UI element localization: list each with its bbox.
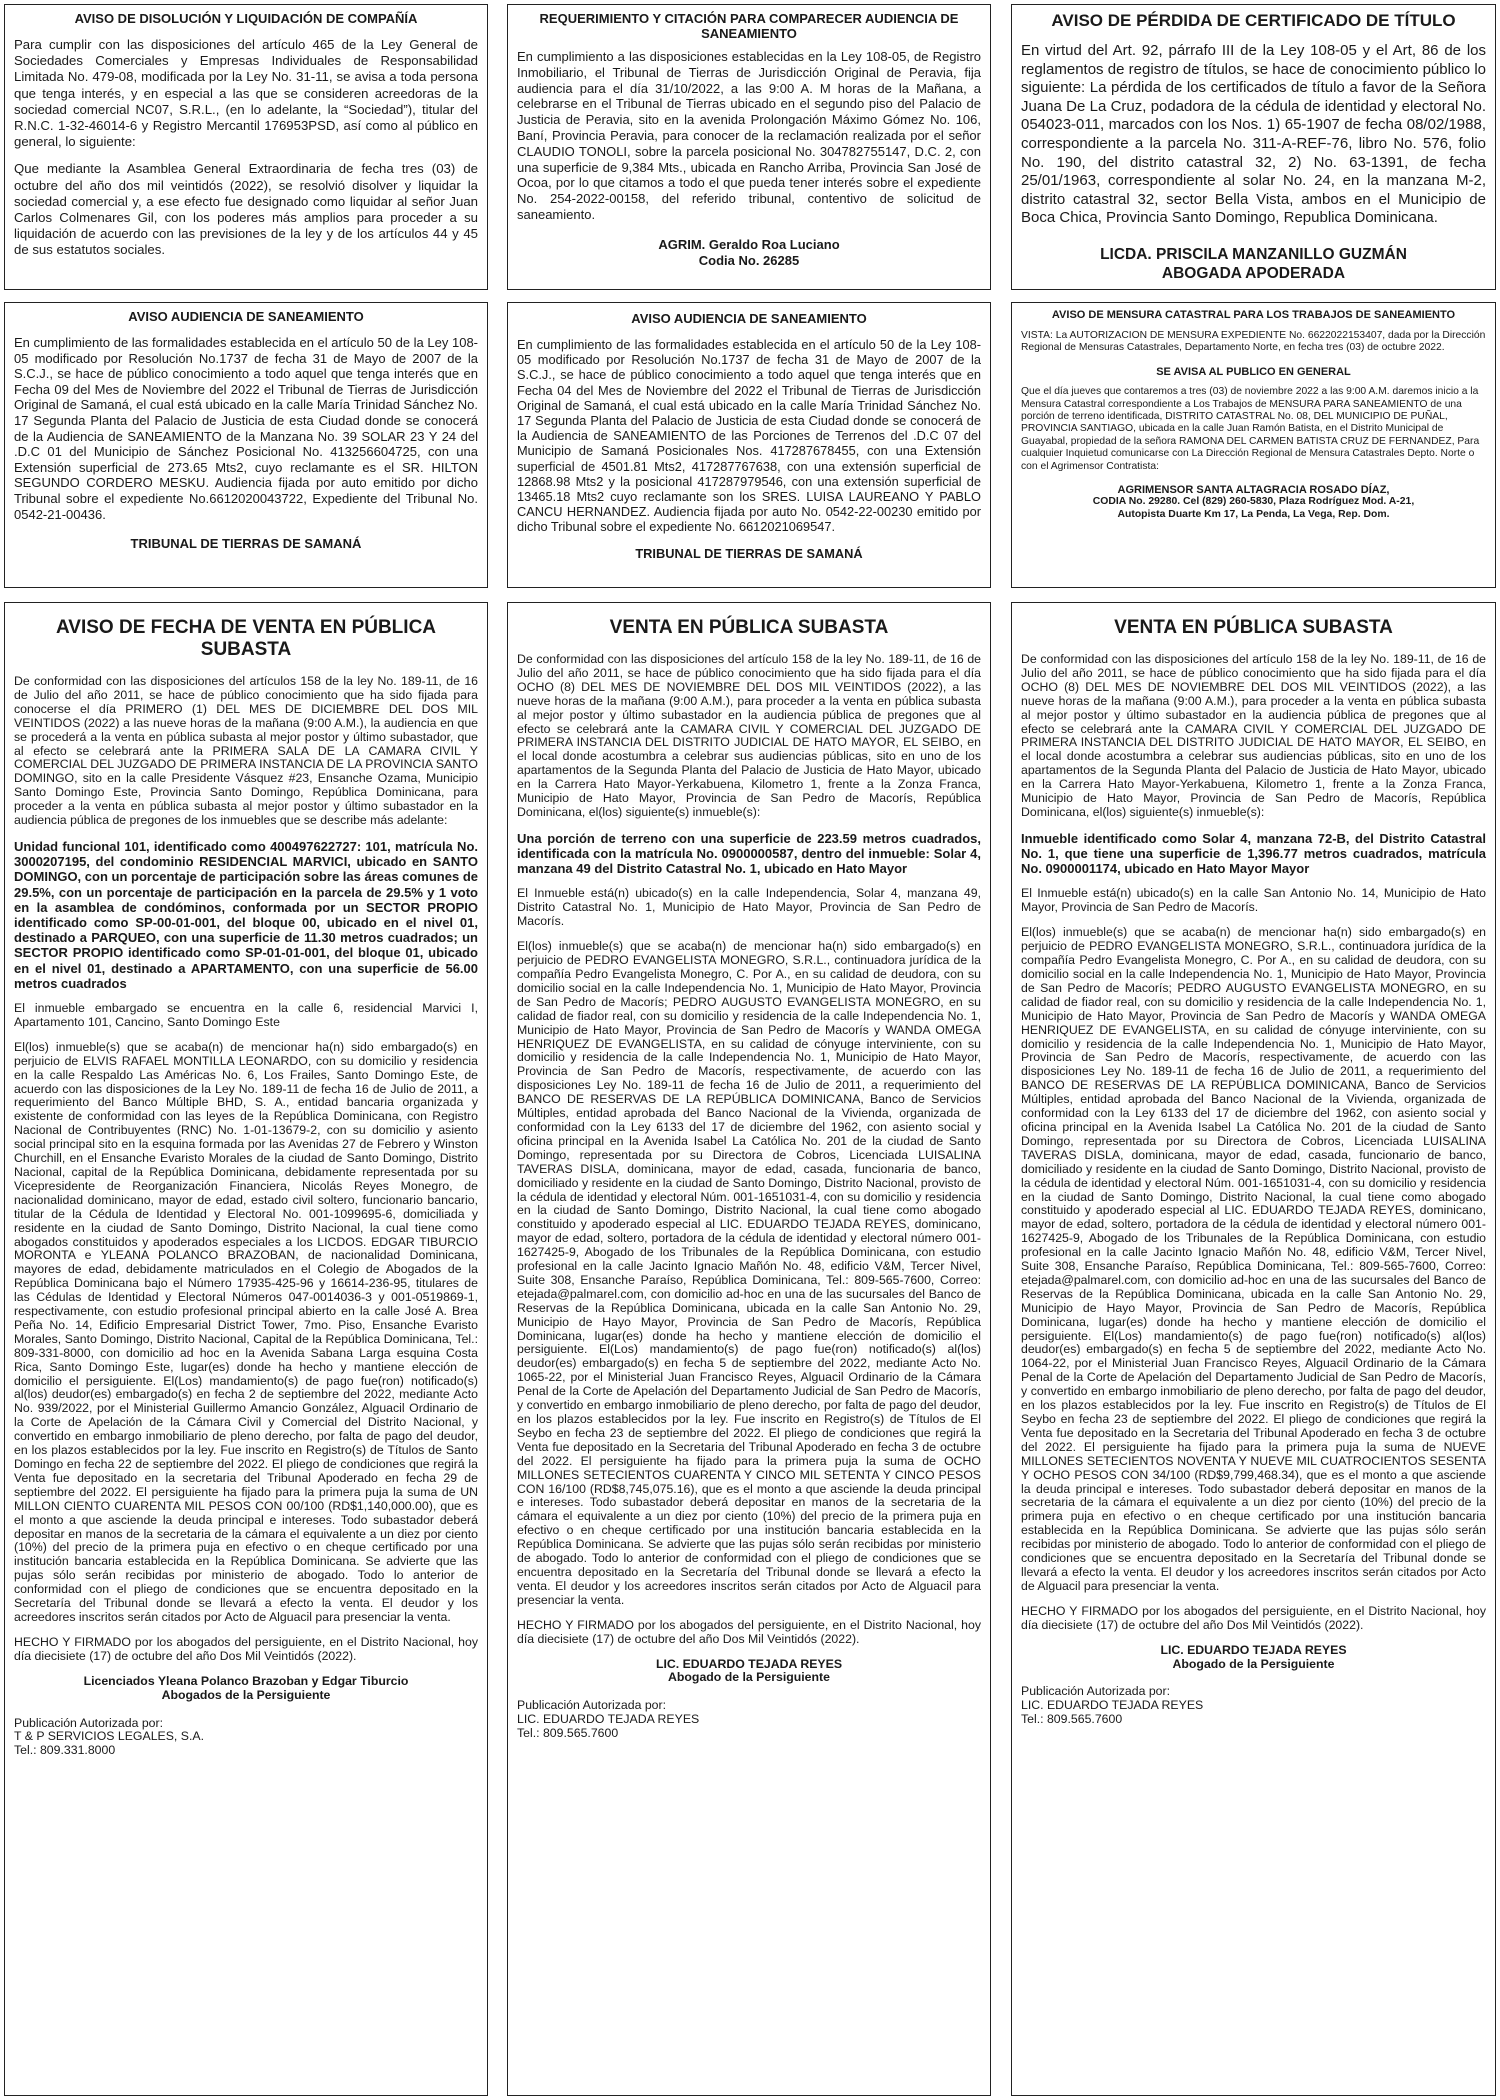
notice-paragraph: HECHO Y FIRMADO por los abogados del persiguiente, en el Distrito Nacional, hoy día diecisiete (17) de octubre del año Dos Mil Veintidós (2022). bbox=[517, 1617, 981, 1646]
notice-paragraph: El inmueble embargado se encuentra en la calle 6, residencial Marvici I, Apartamento 101, Cancino, Santo Domingo Este bbox=[14, 1001, 478, 1029]
notice-cadastral-survey bbox=[1011, 302, 1496, 588]
publication-phone: Tel.: 809.565.7600 bbox=[1021, 1712, 1123, 1727]
notice-paragraph: En cumplimiento de las formalidades establecida en el artículo 50 de la Ley 108-05 modificado por Resolución No.1737 de fecha 31 de Mayo de 2007 de la S.C.J., se hace de público conocimiento a todo aquel que tenga interés que en Fecha 04 del Mes de Noviembre del 2022 el Tribunal de Tierras de Jurisdicción Original de Samaná, el cual está ubicado en la calle María Trinidad Sánchez No. 17 Segunda Planta del Palacio de Justicia de esta Ciudad donde se conocerá de la Audiencia de SANEAMIENTO de las Porciones de Terrenos del .D.C 07 del Municipio de Samaná Posicionales Nos. 417287678455, con una Extensión superficial de 4501.81 Mts2, 417287767638, con una extensión superficial de 12868.98 Mts2 y la posicional 417287979546, con una extensión superficial de 13465.18 Mts2 cuyo reclamante son los SRES. LUISA LAUREANO Y PABLO CANCU HERNANDEZ. Audiencia fijada por auto No. 0542-22-00230 emitido por dicho Tribunal sobre el expediente No. 6612021069547. bbox=[517, 337, 981, 535]
notice-paragraph: Que mediante la Asamblea General Extraordinaria de fecha tres (03) de octubre del año dos mil veintidós (2022), se resolvió disolver y liquidar la sociedad comercial y, a ese efecto fue designado como liquidar al señor Juan Carlos Colmenares Gil, con los poderes más amplios para proceder a su liquidación de acuerdo con las previsiones de la ley y de los artículos 44 y 45 de sus estatutos sociales. bbox=[14, 161, 478, 258]
notice-title: REQUERIMIENTO Y CITACIÓN PARA COMPARECER AUDIENCIA DE SANEAMIENTO bbox=[539, 11, 959, 41]
notice-subtitle: SE AVISA AL PUBLICO EN GENERAL bbox=[1156, 365, 1351, 378]
publication-phone: Tel.: 809.331.8000 bbox=[14, 1743, 116, 1758]
notice-title: AVISO AUDIENCIA DE SANEAMIENTO bbox=[631, 311, 867, 326]
notice-paragraph: En cumplimiento a las disposiciones establecidas en la Ley 108-05, de Registro Inmobiliario, el Tribunal de Tierras de Jurisdicción Original de Peravia, fija audiencia para el día 31/10/2022, a las 9:00 A. M horas de la Mañana, a celebrarse en el Tribunal de Tierras ubicado en el segundo piso del Palacio de Justicia de Peravia, sito en la avenida Prolongación Máximo Gómez No. 106, Baní, Provincia Peravia, para conocer de la reclamación realizada por el señor CLAUDIO TONOLI, sobre la parcela posicional No. 304782755147, D.C. 2, con una superficie de 9,384 Mts., ubicada en Rancho Arriba, Provincia San José de Ocoa, por lo que citamos a todo el que pueda tener interés sobre el expediente No. 254-2022-00158, del referido tribunal, contentivo de solicitud de saneamiento. bbox=[517, 49, 981, 222]
publication-authorization bbox=[517, 1699, 981, 1741]
notice-title: AVISO DE FECHA DE VENTA EN PÚBLICA SUBASTA bbox=[55, 617, 437, 660]
notice-sanitation-summons bbox=[507, 4, 991, 290]
publication-authorization bbox=[14, 1717, 478, 1759]
signature-role: Abogados de la Persiguiente bbox=[161, 1687, 331, 1702]
notice-public-auction-2 bbox=[1011, 602, 1496, 2096]
notice-lost-title bbox=[1011, 4, 1496, 290]
notice-paragraph: El(los) inmueble(s) que se acaba(n) de mencionar ha(n) sido embargado(s) en perjuicio de ELVIS RAFAEL MONTILLA LEONARDO, con su domicilio y residencia en la calle Respaldo Las Américas No. 6, Los Frailes, Santo Domingo Este, de acuerdo con las disposiciones de la Ley No. 189-11 de fecha 16 de Julio de 2011, a requerimiento del Banco Múltiple BHD, S. A., entidad bancaria organizada y existente de conformidad con las leyes de la República Dominicana, con Registro Nacional de Contribuyentes (RNC) No. 1-01-13679-2, con su domicilio y asiento social principal sito en la esquina formada por las Avenidas 27 de Febrero y Winston Churchill, en el Ensanche Evaristo Morales de la ciudad de Santo Domingo, Distrito Nacional, capital de la República Dominicana, debidamente representada por su Vicepresidente de Reorganización Financiera, Nicolás Reyes Monegro, de nacionalidad dominicano, mayor de edad, estado civil soltero, funcionario bancario, titular de la Cédula de Identidad y Electoral No. 001-1099695-6, domiciliada y residente en la ciudad de Santo Domingo, Distrito Nacional, la cual tiene como abogados constituidos y apoderados especiales a los LICDOS. EDGAR TIBURCIO MORONTA e YLEANA POLANCO BRAZOBAN, de nacionalidad Dominicana, mayores de edad, debidamente matriculados en el Colegio de Abogados de la República Dominicana bajo el Número 17935-425-96 y 16614-236-95, titulares de las Cédulas de Identidad y Electoral Números 047-0014036-3 y 001-0519869-1, respectivamente, con estudio profesional principal abierto en la calle José A. Brea Peña No. 14, Edificio Empresarial District Tower, 7mo. Piso, Ensanche Evaristo Morales, Santo Domingo, Distrito Nacional, Capital de la República Dominicana, Tel.: 809-331-8000, con domicilio ad hoc en la Avenida Sabana Larga esquina Costa Rica, Santo Domingo Este, lugar(es) donde ha hecho y mantiene elección de domicilio el persiguiente. El(Los) mandamiento(s) de pago fue(ron) notificado(s) al(los) deudor(es) embargado(s) en fecha 2 de septiembre del 2022, mediante Acto No. 939/2022, por el Ministerial Guillermo Amancio González, Alguacil Ordinario de la Corte de Apelación de la Cámara Civil y Comercial del Distrito Nacional, y convertido en embargo inmobiliario de pleno derecho, por falta de pago del deudor, en los plazos establecidos por la ley. Fue inscrito en Registro(s) de Títulos de Santo Domingo en fecha 22 de septiembre del 2022. El pliego de condiciones que regirá la Venta fue depositado en la secretaria del Tribunal Apoderado en fecha 29 de septiembre del 2022. El persiguiente ha fijado para la primera puja la suma de UN MILLON CIENTO CUARENTA MIL PESOS CON 00/100 (RD$1,140,000.00), que es el monto a que asciende la deuda principal e intereses. Todo subastador deberá depositar en manos de la secretaria de la cámara el equivalente a un diez por ciento (10%) del precio de la primera puja en efectivo o en cheque certificado por una institución bancaria establecida en la República Dominicana. Se advierte que las pujas sólo serán recibidas por ministerio de abogado. Todo lo anterior de conformidad con el pliego de condiciones que se encuentra depositado en la Secretaría del Tribunal donde se llevará a efecto la venta. El deudor y los acreedores inscritos serán citados por Acto de Alguacil para presenciar la venta. bbox=[14, 1039, 478, 1624]
notice-title: VENTA EN PÚBLICA SUBASTA bbox=[609, 617, 889, 638]
notice-paragraph: De conformidad con las disposiciones del artículos 158 de la ley No. 189-11, de 16 de Julio del año 2011, se hace de público conocimiento que ha sido fijada para conocerse el día PRIMERO (1) DEL MES DE DICIEMBRE DEL DOS MIL VEINTIDOS (2022) a las nueve horas de la mañana (9:00 A.M.), la audiencia en que se procederá a la venta en pública subasta al mejor postor y último subastador, que al efecto se celebrará ante la PRIMERA SALA DE LA CAMARA CIVIL Y COMERCIAL DEL JUZGADO DE PRIMERA INSTANCIA DE LA PROVINCIA SANTO DOMINGO, sito en la calle Presidente Vásquez #23, Ensanche Ozama, Municipio Santo Domingo Este, Provincia Santo Domingo, República Dominicana, para proceder a la venta en pública subasta al mejor postor y último subastador en la audiencia pública de pregones de los inmuebles que se describe más adelante: bbox=[14, 674, 478, 828]
notice-paragraph: HECHO Y FIRMADO por los abogados del persiguiente, en el Distrito Nacional, hoy día diecisiete (17) de octubre del año Dos Mil Veintidós (2022). bbox=[14, 1634, 478, 1663]
signature-id: Codia No. 26285 bbox=[698, 252, 800, 268]
notice-hearing-1 bbox=[4, 302, 488, 588]
signature-contact: CODIA No. 29280. Cel (829) 260-5830, Plaza Rodríguez Mod. A-21, bbox=[1092, 496, 1415, 508]
property-description: Unidad funcional 101, identificado como 400497622727: 101, matrícula No. 3000207195, del condominio RESIDENCIAL MARVICI, ubicado en SANTO DOMINGO, con un porcentaje de participación sobre las áreas comunes de 29.5%, con un porcentaje de participación en la parcela de 29.5% y 1 voto en la asamblea de condóminos, conformada por un SECTOR PROPIO identificado como SP-00-01-001, del bloque 00, ubicado en el nivel 01, destinado a PARQUEO, con una superficie de 11.30 metros cuadrados; un SECTOR PROPIO identificado como SP-01-01-001, del bloque 01, ubicado en el nivel 01, destinado a APARTAMENTO, con una superficie de 56.00 metros cuadrados bbox=[14, 838, 478, 991]
publication-label: Publicación Autorizada por: bbox=[14, 1715, 164, 1730]
signature-name: LIC. EDUARDO TEJADA REYES bbox=[1160, 1642, 1347, 1657]
notice-auction-date bbox=[4, 602, 488, 2096]
signature-address: Autopista Duarte Km 17, La Penda, La Vega, Rep. Dom. bbox=[1117, 508, 1390, 520]
publication-entity: T & P SERVICIOS LEGALES, S.A. bbox=[14, 1729, 205, 1744]
notice-paragraph: El Inmueble está(n) ubicado(s) en la calle San Antonio No. 14, Municipio de Hato Mayor, Provincia de San Pedro de Macorís. bbox=[1021, 886, 1486, 915]
signature-role: ABOGADA APODERADA bbox=[1161, 264, 1346, 282]
publication-label: Publicación Autorizada por: bbox=[517, 1698, 667, 1713]
notice-paragraph: El Inmueble está(n) ubicado(s) en la calle Independencia, Solar 4, manzana 49, Distrito Catastral No. 1, Municipio de Hato Mayor, Provincia de San Pedro de Macorís. bbox=[517, 886, 981, 929]
signature-name: Licenciados Yleana Polanco Brazoban y Edgar Tiburcio bbox=[83, 1673, 409, 1688]
notice-paragraph: El(los) inmueble(s) que se acaba(n) de mencionar ha(n) sido embargado(s) en perjuicio de PEDRO EVANGELISTA MONEGRO, S.R.L., continuadora jurídica de la compañía Pedro Evangelista Monegro, C. Por A., en su calidad de deudora, con su domicilio social en la calle Independencia No. 1, Municipio de Hato Mayor, Provincia de San Pedro de Macorís; PEDRO AUGUSTO EVANGELISTA MONEGRO, en su calidad de fiador real, con su domicilio y residencia de la calle Independencia No. 1, Municipio de Hato Mayor, Provincia de San Pedro de Macorís y WANDA OMEGA HENRIQUEZ DE EVANGELISTA, en su calidad de cónyuge interviniente, con su domicilio y residencia de la calle Independencia No. 1, Municipio de Hato Mayor, Provincia de San Pedro de Macorís, respectivamente, de acuerdo con las disposiciones Ley No. 189-11 de fecha 16 de Julio de 2011, a requerimiento del BANCO DE RESERVAS DE LA REPÚBLICA DOMINICANA, Banco de Servicios Múltiples, entidad aprobada del Banco Nacional de la Vivienda, organizada de conformidad con la Ley 6133 del 17 de diciembre del 1962, con asiento social y oficina principal en la Avenida Isabel La Católica No. 201 de la ciudad de Santo Domingo, representada por su Directora de Cobros, Licenciada LUISALINA TAVERAS DISLA, dominicana, mayor de edad, casada, funcionario de banco, domiciliado y residente en la ciudad de Santo Domingo, Distrito Nacional, provisto de la cédula de identidad y electoral Núm. 001-1651031-4, con su domicilio y residencia en la ciudad de Santo Domingo, Distrito Nacional, la cual tiene como abogado constituido y apoderado especial al LIC. EDUARDO TEJADA REYES, dominicano, mayor de edad, soltero, portadora de la cédula de identidad y electoral número 001-1627425-9, Abogado de los Tribunales de la República Dominicana, con estudio profesional en la calle Jacinto Ignacio Mañón No. 48, edificio V&M, Tercer Nivel, Suite 308, Ensanche Paraíso, República Dominicana, Tel.: 809-565-7600, Correo: etejada@palmarel.com, con domicilio ad-hoc en una de las sucursales del Banco de Reservas de la República Dominicana, ubicada en la calle San Antonio No. 29, Municipio de Hayo Mayor, Provincia de San Pedro de Macorís, República Dominicana, lugar(es) donde ha hecho y mantiene elección de domicilio el persiguiente. El(Los) mandamiento(s) de pago fue(ron) notificado(s) al(los) deudor(es) embargado(s) en fecha 5 de septiembre del 2022, mediante Acto No. 1064-22, por el Ministerial Juan Francisco Reyes, Alguacil Ordinario de la Cámara Penal de la Corte de Apelación del Departamento Judicial de San Pedro de Macorís, y convertido en embargo inmobiliario de pleno derecho, por falta de pago del deudor, en los plazos establecidos por la ley. Fue inscrito en Registro(s) de Títulos de El Seybo en fecha 23 de septiembre del 2022. El pliego de condiciones que regirá la Venta fue depositado en la Secretaria del Tribunal Apoderado en fecha 3 de octubre del 2022. El persiguiente ha fijado para la primera puja la suma de NUEVE MILLONES SETECIENTOS NOVENTA Y NUEVE MIL CUATROCIENTOS SESENTA Y OCHO PESOS CON 34/100 (RD$9,799,468.34), que es el monto a que asciende la deuda principal e intereses. Todo subastador deberá depositar en manos de la secretaria de la cámara el equivalente a un diez por ciento (10%) del precio de la primera puja en efectivo o en cheque certificado por una institución bancaria establecida en la República Dominicana. Se advierte que las pujas sólo serán recibidas por ministerio de abogado. Todo lo anterior de conformidad con el pliego de condiciones que se encuentra depositado en la Secretaría del Tribunal donde se llevará a efecto la venta. El deudor y los acreedores inscritos serán citados por Acto de Alguacil para presenciar la venta. bbox=[1021, 925, 1486, 1593]
notice-hearing-2 bbox=[507, 302, 991, 588]
notice-paragraph: Que el día jueves que contaremos a tres (03) de noviembre 2022 a las 9:00 A.M. daremos inicio a la Mensura Catastral correspondiente a Los Trabajos de MENSURA PARA SANEAMIENTO de una porción de terreno identificada, DISTRITO CATASTRAL No. 08, DEL MUNICIPIO DE PUÑAL, PROVINCIA SANTIAGO, ubicada en la calle Juan Ramón Batista, en el Distrito Municipal de Guayabal, propiedad de la señora RAMONA DEL CARMEN BATISTA CRUZ DE FERNANDEZ, Para cualquier Inquietud comunicarse con La Dirección Regional de Mensura Catastrales Depto. Norte o con el Agrimensor Contratista: bbox=[1021, 386, 1480, 472]
notice-paragraph: Para cumplir con las disposiciones del artículo 465 de la Ley General de Sociedades Comerciales y Empresas Individuales de Responsabilidad Limitada No. 479-08, modificada por la Ley No. 31-11, se avisa a toda persona que tenga interés, y en especial a las que se consideren acreedoras de la sociedad comercial NC07, S.R.L., (en lo adelante, la “Sociedad”), titular del R.N.C. 1-32-46014-6 y Registro Mercantil 176953PSD, así como al público en general, lo siguiente: bbox=[14, 37, 478, 150]
signature-tribunal: TRIBUNAL DE TIERRAS DE SAMANÁ bbox=[130, 536, 362, 552]
publication-label: Publicación Autorizada por: bbox=[1021, 1684, 1171, 1699]
notice-paragraph: El(los) inmueble(s) que se acaba(n) de mencionar ha(n) sido embargado(s) en perjuicio de PEDRO EVANGELISTA MONEGRO, S.R.L., continuadora jurídica de la compañía Pedro Evangelista Monegro, C. Por A., en su calidad de deudora, con su domicilio social en la calle Independencia No. 1, Municipio de Hato Mayor, Provincia de San Pedro de Macorís; PEDRO AUGUSTO EVANGELISTA MONEGRO, en su calidad de fiador real, con su domicilio y residencia de la calle Independencia No. 1, Municipio de Hato Mayor, Provincia de San Pedro de Macorís y WANDA OMEGA HENRIQUEZ DE EVANGELISTA, en su calidad de cónyuge interviniente, con su domicilio y residencia de la calle Independencia No. 1, Municipio de Hato Mayor, Provincia de San Pedro de Macorís, respectivamente, de acuerdo con las disposiciones Ley No. 189-11 de fecha 16 de Julio de 2011, a requerimiento del BANCO DE RESERVAS DE LA REPÚBLICA DOMINICANA, Banco de Servicios Múltiples, entidad aprobada del Banco Nacional de la Vivienda, organizada de conformidad con la Ley 6133 del 17 de diciembre del 1962, con asiento social y oficina principal en la Avenida Isabel La Católica No. 201 de la ciudad de Santo Domingo, representada por su Directora de Cobros, Licenciada LUISALINA TAVERAS DISLA, dominicana, mayor de edad, casada, funcionaria de banco, domiciliado y residente en la ciudad de Santo Domingo, Distrito Nacional, provisto de la cédula de identidad y electoral Núm. 001-1651031-4, con su domicilio y residencia en la ciudad de Santo Domingo, Distrito Nacional, la cual tiene como abogado constituido y apoderado especial al LIC. EDUARDO TEJADA REYES, dominicano, mayor de edad, soltero, portadora de la cédula de identidad y electoral número 001-1627425-9, Abogado de los Tribunales de la República Dominicana, con estudio profesional en la calle Jacinto Ignacio Mañón No. 48, edificio V&M, Tercer Nivel, Suite 308, Ensanche Paraíso, República Dominicana, Tel.: 809-565-7600, Correo: etejada@palmarel.com, con domicilio ad-hoc en una de las sucursales del Banco de Reservas de la República Dominicana, ubicada en la calle San Antonio No. 29, Municipio de Hayo Mayor, Provincia de San Pedro de Macorís, República Dominicana, lugar(es) donde ha hecho y mantiene elección de domicilio el persiguiente. El(Los) mandamiento(s) de pago fue(ron) notificado(s) al(los) deudor(es) embargado(s) en fecha 5 de septiembre del 2022, mediante Acto No. 1065-22, por el Ministerial Juan Francisco Reyes, Alguacil Ordinario de la Cámara Penal de la Corte de Apelación del Departamento Judicial de San Pedro de Macorís, y convertido en embargo inmobiliario de pleno derecho, por falta de pago del deudor, en los plazos establecidos por la ley. Fue inscrito en Registro(s) de Títulos de El Seybo en fecha 23 de septiembre del 2022. El pliego de condiciones que regirá la Venta fue depositado en la Secretaria del Tribunal Apoderado en fecha 3 de octubre del 2022. El persiguiente ha fijado para la primera puja la suma de OCHO MILLONES SETECIENTOS CUARENTA Y CINCO MIL SETENTA Y CINCO PESOS CON 16/100 (RD$8,745,075.16), que es el monto a que asciende la deuda principal e intereses. Todo subastador deberá depositar en manos de la secretaria de la cámara el equivalente a un diez por ciento (10%) del precio de la primera puja en efectivo o en cheque certificado por una institución bancaria establecida en la República Dominicana. Se advierte que las pujas sólo serán recibidas por ministerio de abogado. Todo lo anterior de conformidad con el pliego de condiciones que se encuentra depositado en la Secretaría del Tribunal donde se llevará a efecto la venta. El deudor y los acreedores inscritos serán citados por Acto de Alguacil para presenciar la venta. bbox=[517, 939, 981, 1607]
publication-authorization bbox=[1021, 1685, 1486, 1727]
notice-public-auction-1 bbox=[507, 602, 991, 2096]
notice-paragraph: VISTA: La AUTORIZACION DE MENSURA EXPEDIENTE No. 6622022153407, dada por la Dirección Regional de Mensuras Catastrales, Departamento Norte, en fecha tres (03) de octubre 2022. bbox=[1021, 330, 1486, 354]
signature-name: AGRIMENSOR SANTA ALTAGRACIA ROSADO DÍAZ, bbox=[1117, 484, 1390, 497]
publication-entity: LIC. EDUARDO TEJADA REYES bbox=[517, 1712, 700, 1727]
signature-name: AGRIM. Geraldo Roa Luciano bbox=[658, 236, 840, 252]
notice-paragraph: De conformidad con las disposiciones del artículo 158 de la ley No. 189-11, de 16 de Julio del año 2011, se hace de público conocimiento que ha sido fijada para el día OCHO (8) DEL MES DE NOVIEMBRE DEL DOS MIL VEINTIDOS (2022), a las nueve horas de la mañana (9:00 A.M.), para proceder a la venta en pública subasta al mejor postor y último subastador en la audiencia pública de pregones que al efecto se celebrará ante la CAMARA CIVIL Y COMERCIAL DEL JUZGADO DE PRIMERA INSTANCIA DEL DISTRITO JUDICIAL DE HATO MAYOR, EL SEIBO, en el local donde acostumbra a celebrar sus audiencias públicas, sito en uno de los apartamentos de la Segunda Planta del Palacio de Justicia de Hato Mayor, ubicado en la Carrera Hato Mayor-Yerkabuena, Kilometro 1, frente a la Zonza Franca, Municipio de Hato Mayor, Provincia de San Pedro de Macorís, República Dominicana, el(los) siguiente(s) inmueble(s): bbox=[1021, 652, 1486, 819]
notice-dissolution bbox=[4, 4, 488, 290]
property-description: Inmueble identificado como Solar 4, manzana 72-B, del Distrito Catastral No. 1, que tiene una superficie de 1,396.77 metros cuadrados, matrícula No. 0900001174, ubicado en Hato Mayor Mayor bbox=[1021, 830, 1486, 877]
publication-entity: LIC. EDUARDO TEJADA REYES bbox=[1021, 1698, 1204, 1713]
signature-name: LIC. EDUARDO TEJADA REYES bbox=[655, 1656, 843, 1671]
notice-paragraph: HECHO Y FIRMADO por los abogados del persiguiente, en el Distrito Nacional, hoy día diecisiete (17) de octubre del año Dos Mil Veintidós (2022). bbox=[1021, 1603, 1486, 1632]
notice-paragraph: En cumplimiento de las formalidades establecida en el artículo 50 de la Ley 108-05 modificado por Resolución No.1737 de fecha 31 de Mayo de 2007 de la S.C.J., se hace de público conocimiento a todo aquel que tenga interés que en Fecha 09 del Mes de Noviembre del 2022 el Tribunal de Tierras de Jurisdicción Original de Samaná, el cual está ubicado en la calle María Trinidad Sánchez No. 17 Segunda Planta del Palacio de Justicia de esta Ciudad donde se conocerá de la Audiencia de SANEAMIENTO de la Manzana No. 39 SOLAR 23 Y 24 del .D.C 01 del Municipio de Sánchez Posicional No. 413256604725, con una Extensión superficial de 273.65 Mts2, cuyo reclamante es el SR. HILTON SEGUNDO CORDERO MESKU. Audiencia fijada por auto emitido por dicho Tribunal sobre el expediente No.6612020043722, Expediente del Tribunal No. 0542-21-00436. bbox=[14, 335, 478, 522]
notice-title: AVISO DE DISOLUCIÓN Y LIQUIDACIÓN DE COMPAÑÍA bbox=[74, 11, 418, 26]
property-description: Una porción de terreno con una superficie de 223.59 metros cuadrados, identificada con la matrícula No. 0900000587, dentro del inmueble: Solar 4, manzana 49 del Distrito Catastral No. 1, ubicado en Hato Mayor bbox=[517, 830, 981, 877]
notice-paragraph: De conformidad con las disposiciones del artículo 158 de la ley No. 189-11, de 16 de Julio del año 2011, se hace de público conocimiento que ha sido fijada para el día OCHO (8) DEL MES DE NOVIEMBRE DEL DOS MIL VEINTIDOS (2022), a las nueve horas de la mañana (9:00 A.M.), para proceder a la venta en pública subasta al mejor postor y último subastador en la audiencia pública de pregones que al efecto se celebrará ante la CAMARA CIVIL Y COMERCIAL DEL JUZGADO DE PRIMERA INSTANCIA DEL DISTRITO JUDICIAL DE HATO MAYOR, EL SEIBO, en el local donde acostumbra a celebrar sus audiencias públicas, sito en uno de los apartamentos de la Segunda Planta del Palacio de Justicia de Hato Mayor, ubicado en la Carrera Hato Mayor-Yerkabuena, Kilometro 1, frente a la Zonza Franca, Municipio de Hato Mayor, Provincia de San Pedro de Macorís, República Dominicana, el(los) siguiente(s) inmueble(s): bbox=[517, 652, 981, 819]
signature-role: Abogado de la Persiguiente bbox=[668, 1670, 830, 1685]
notice-title: AVISO AUDIENCIA DE SANEAMIENTO bbox=[128, 309, 364, 324]
publication-phone: Tel.: 809.565.7600 bbox=[517, 1726, 619, 1741]
notice-title: AVISO DE MENSURA CATASTRAL PARA LOS TRABAJOS DE SANEAMIENTO bbox=[1051, 309, 1456, 321]
signature-name: LICDA. PRISCILA MANZANILLO GUZMÁN bbox=[1100, 245, 1407, 263]
signature-tribunal: TRIBUNAL DE TIERRAS DE SAMANÁ bbox=[635, 545, 863, 561]
notice-title: VENTA EN PÚBLICA SUBASTA bbox=[1114, 617, 1393, 638]
signature-role: Abogado de la Persiguiente bbox=[1172, 1656, 1335, 1671]
notice-paragraph: En virtud del Art. 92, párrafo III de la Ley 108-05 y el Art, 86 de los reglamentos de registro de títulos, se hace de conocimiento público lo siguiente: La pérdida de los certificados de título a favor de la Señora Juana De La Cruz, podadora de la cédula de identidad y electoral No. 054023-011, marcados con los Nos. 1) 65-1907 de fecha 08/02/1988, correspondiente a la parcela No. 311-A-REF-76, libro No. 576, folio No. 190, del distrito catastral 32, 2) No. 63-1391, de fecha 25/01/1963, correspondiente al solar No. 24, en la manzana M-2, distrito catastral 32, sector Bella Vista, ambos en el Municipio de Boca Chica, Provincia Santo Domingo, Republica Dominicana. bbox=[1021, 42, 1486, 227]
notice-title: AVISO DE PÉRDIDA DE CERTIFICADO DE TÍTULO bbox=[1051, 11, 1456, 30]
